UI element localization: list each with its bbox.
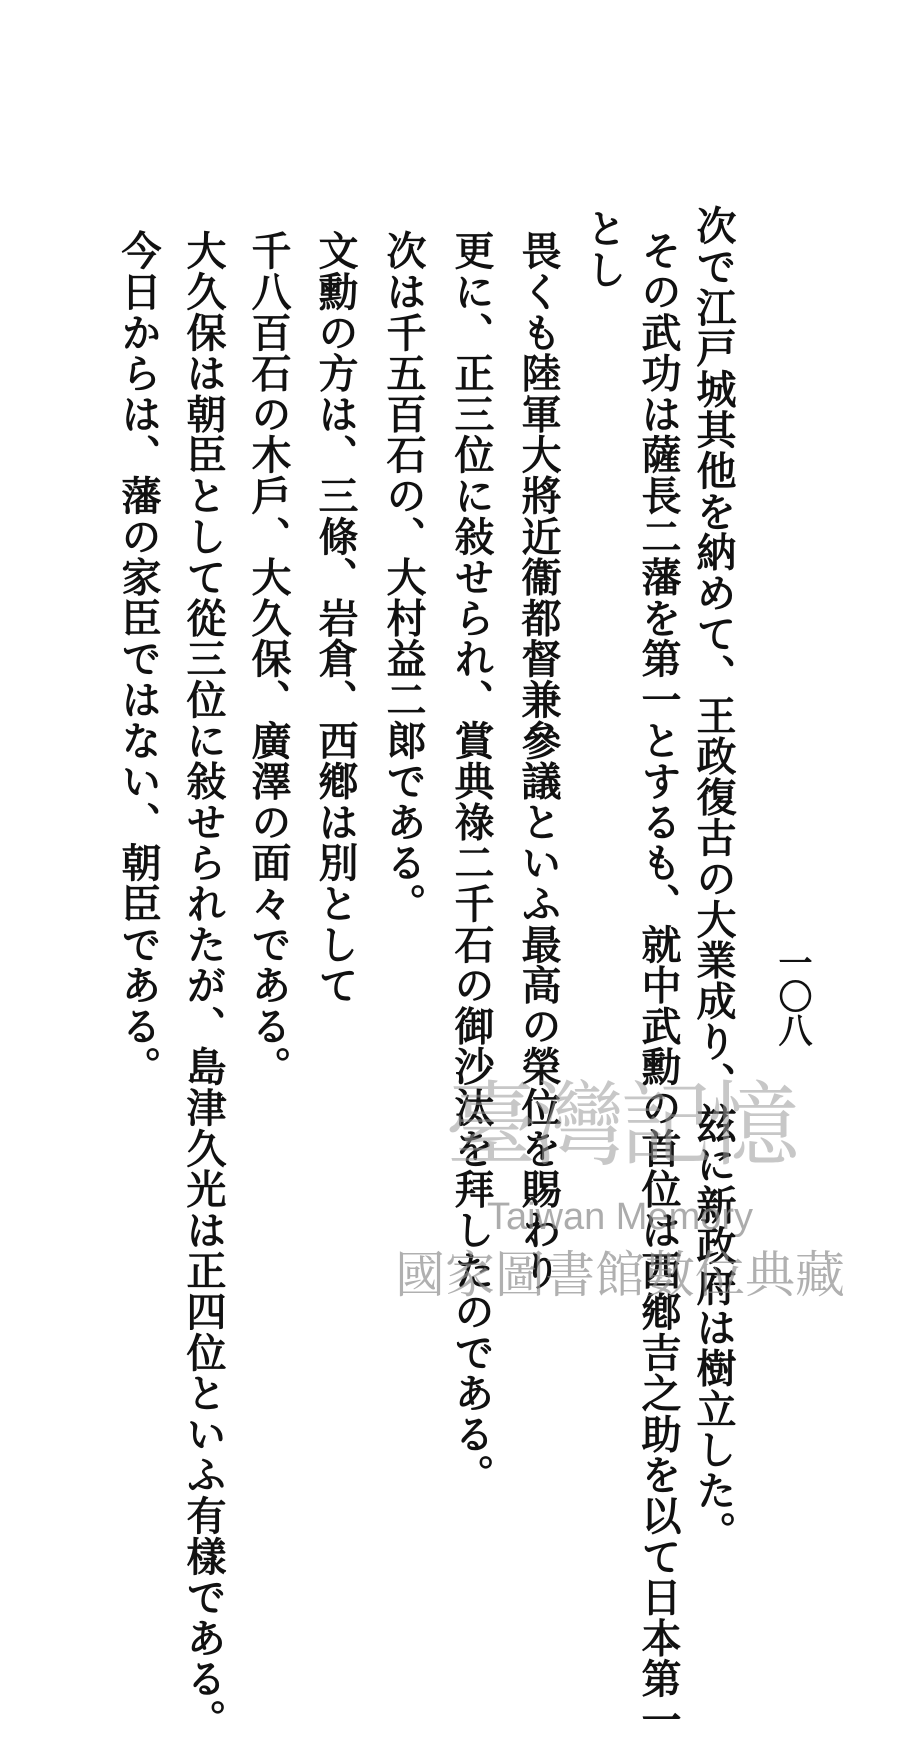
text-column-7: 文勳の方は、三條、岩倉、西鄕は別として	[312, 230, 359, 1006]
watermark-subtitle: Taiwan Memory	[486, 1196, 754, 1238]
page-number: 一〇八	[772, 945, 812, 1047]
text-column-8: 千八百石の木戶、大久保、廣澤の面々である。	[245, 230, 292, 1087]
text-column-2: その武功は薩長二藩を第一とするも、就中武勳の首位は西鄕吉之助を以て日本第一	[635, 230, 682, 1740]
text-column-1: 次で江戸城其他を納めて、王政復古の大業成り、玆に新政府は樹立した。	[690, 205, 737, 1552]
text-column-5: 更に、正三位に敍せられ、賞典祿二千石の御沙汰を拜したのである。	[448, 230, 495, 1495]
text-column-10: 今日からは、藩の家臣ではない、朝臣である。	[115, 230, 162, 1087]
watermark-title: 臺灣記憶	[445, 1072, 795, 1179]
watermark-organization: 國家圖書館數位典藏	[395, 1246, 845, 1304]
text-column-6: 次は千五百石の、大村益二郞である。	[380, 230, 427, 924]
text-column-3: とし	[580, 208, 627, 290]
text-column-9: 大久保は朝臣として從三位に敍せられたが、島津久光は正四位といふ有樣である。	[180, 230, 227, 1740]
text-column-4: 畏くも陸軍大將近衞都督兼參議といふ最高の榮位を賜わり	[515, 230, 562, 1291]
